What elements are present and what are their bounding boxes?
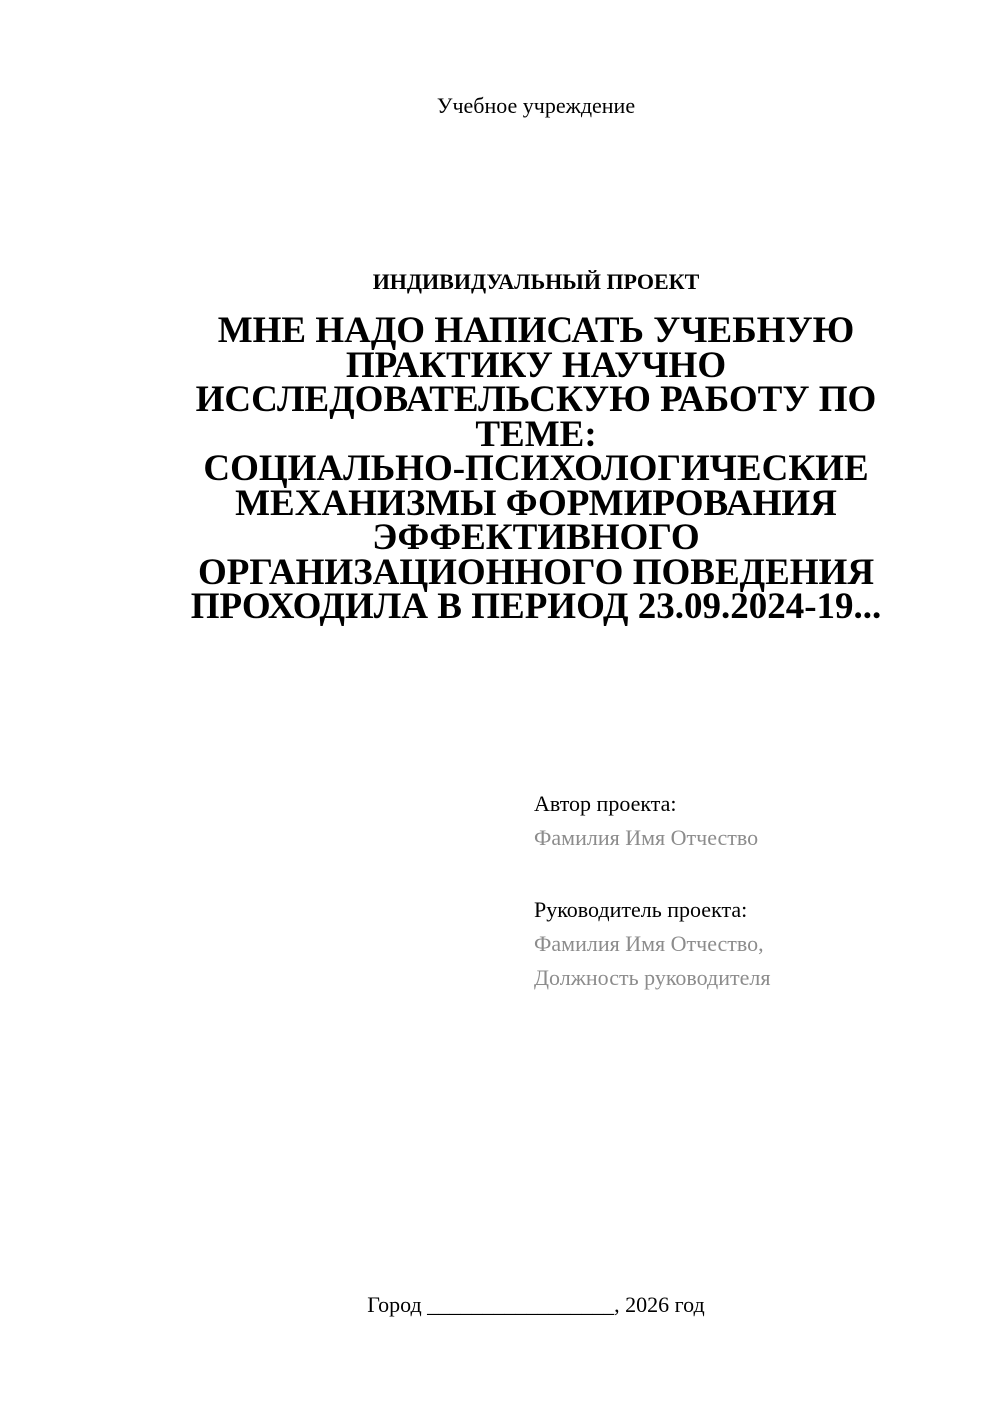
author-block: [534, 787, 974, 855]
author-label: Автор проекта:: [534, 791, 677, 816]
supervisor-block: [534, 893, 974, 995]
project-title: [160, 310, 912, 627]
project-type-heading: ИНДИВИДУАЛЬНЫЙ ПРОЕКТ: [372, 269, 700, 294]
title-line: ПРАКТИКУ НАУЧНО: [345, 344, 727, 386]
year-text: , 2026 год: [614, 1292, 705, 1317]
title-line: СОЦИАЛЬНО-ПСИХОЛОГИЧЕСКИЕ: [203, 448, 869, 489]
title-line: ИССЛЕДОВАТЕЛЬСКУЮ РАБОТУ ПО: [195, 379, 877, 420]
supervisor-label: Руководитель проекта:: [534, 897, 748, 922]
author-name: Фамилия Имя Отчество: [534, 825, 759, 850]
supervisor-position: Должность руководителя: [534, 965, 771, 990]
title-line: ПРОХОДИЛА В ПЕРИОД 23.09.2024-19...: [190, 586, 882, 627]
title-line: ОРГАНИЗАЦИОННОГО ПОВЕДЕНИЯ: [197, 551, 875, 593]
title-line: ЭФФЕКТИВНОГО: [372, 517, 700, 558]
title-line: МЕХАНИЗМЫ ФОРМИРОВАНИЯ: [235, 482, 837, 524]
institution-name: Учебное учреждение: [436, 93, 636, 118]
title-line: ТЕМЕ:: [475, 413, 597, 455]
city-year-line: [0, 1290, 1000, 1320]
title-line: МНЕ НАДО НАПИСАТЬ УЧЕБНУЮ: [217, 310, 855, 351]
city-label: Город: [367, 1292, 422, 1317]
city-blank: _________________: [427, 1292, 615, 1317]
supervisor-name: Фамилия Имя Отчество,: [534, 931, 764, 956]
